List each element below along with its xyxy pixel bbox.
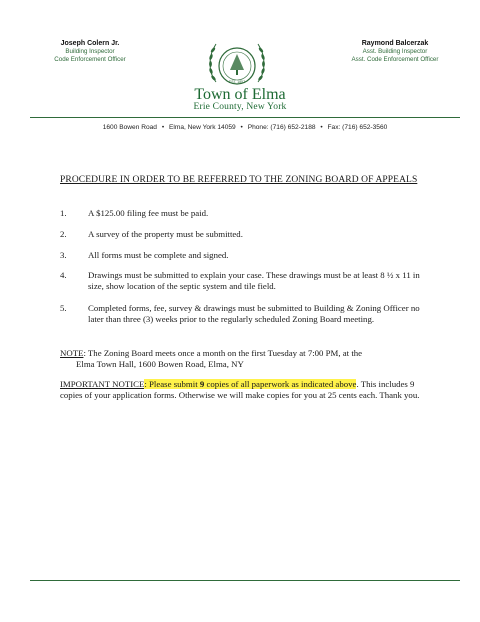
asst-inspector-title-2: Asst. Code Enforcement Officer: [351, 56, 439, 63]
important-notice: [60, 379, 436, 401]
zoning-board-note: [60, 348, 436, 370]
bullet-icon: •: [240, 124, 243, 131]
list-item-number: 5.: [60, 303, 67, 313]
list-item-text: Drawings must be submitted to explain your case. These drawings must be at least 8 ½ x 11 in size, show location of the septic system and tile field.: [88, 270, 420, 291]
list-item-number: 4.: [60, 270, 67, 280]
important-colon: :: [144, 379, 147, 389]
list-item-text: Completed forms, fee, survey & drawings must be submitted to Building & Zoning Officer no later than three (3) weeks prior to the regularly scheduled Zoning Board meeting.: [88, 303, 420, 324]
highlight-text-end: copies of all paperwork as indicated above: [204, 379, 357, 389]
inspector-name: Joseph Colern Jr.: [60, 40, 120, 47]
note-text: : The Zoning Board meets once a month on the first Tuesday at 7:00 PM, at the: [83, 348, 363, 358]
seal-text: EST. 1857: [228, 80, 246, 84]
inspector-title: Building Inspector: [65, 48, 115, 55]
bullet-icon: •: [320, 124, 323, 131]
phone-number: Phone: (716) 652-2188: [247, 124, 316, 131]
town-name: Town of Elma: [194, 86, 286, 103]
list-item-number: 3.: [60, 250, 67, 260]
copy-count: 9: [199, 379, 205, 389]
document-title: PROCEDURE IN ORDER TO BE REFERRED TO THE ZONING BOARD OF APPEALS: [60, 175, 418, 185]
inspector-title-2: Code Enforcement Officer: [54, 56, 126, 63]
fax-number: Fax: (716) 652-3560: [327, 124, 388, 131]
building-inspector-contact: [30, 40, 150, 64]
footer-divider: [30, 580, 460, 581]
list-item-text: A survey of the property must be submitted.: [88, 229, 243, 239]
asst-inspector-name: Raymond Balcerzak: [361, 40, 429, 47]
note-text-line-2: Elma Town Hall, 1600 Bowen Road, Elma, NY: [76, 359, 244, 369]
highlight-text: Please submit: [146, 379, 200, 389]
asst-building-inspector-contact: [330, 40, 460, 64]
notice-text: . This includes 9 copies of your application forms. Otherwise we will make copies for you at 25 cents each. Thank you.: [60, 379, 420, 400]
county-name: Erie County, New York: [193, 102, 287, 112]
bullet-icon: •: [161, 124, 165, 131]
highlighted-instruction: [147, 379, 357, 389]
list-item-text: A $125.00 filing fee must be paid.: [88, 208, 209, 218]
important-notice-label: IMPORTANT NOTICE: [60, 379, 145, 389]
list-item-number: 2.: [60, 229, 67, 239]
street-address: 1600 Bowen Road: [102, 124, 157, 131]
list-item-number: 1.: [60, 208, 67, 218]
address-line: [30, 124, 460, 131]
header-divider: [30, 117, 460, 118]
asst-inspector-title: Asst. Building Inspector: [362, 48, 428, 55]
city-address: Elma, New York 14059: [168, 124, 236, 131]
note-label: NOTE: [60, 348, 84, 358]
list-item-text: All forms must be complete and signed.: [88, 250, 229, 260]
